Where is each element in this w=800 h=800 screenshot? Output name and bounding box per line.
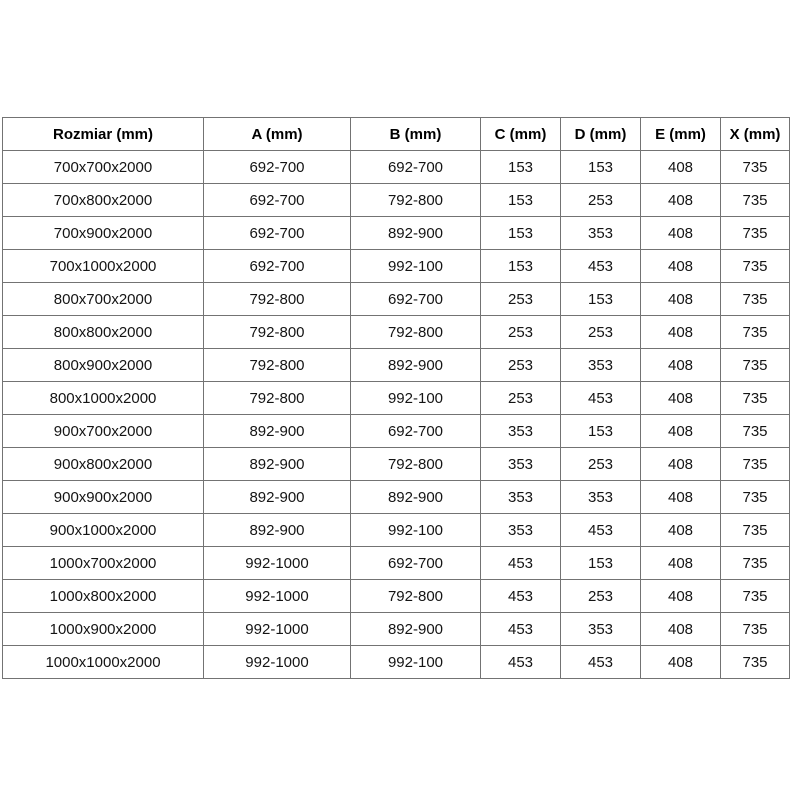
cell-x: 735 [721, 151, 790, 184]
cell-c: 253 [481, 316, 561, 349]
cell-e: 408 [641, 646, 721, 679]
cell-b: 792-800 [351, 184, 481, 217]
size-table [2, 117, 790, 679]
cell-rozmiar: 800x1000x2000 [3, 382, 204, 415]
cell-x: 735 [721, 283, 790, 316]
cell-rozmiar: 700x900x2000 [3, 217, 204, 250]
cell-a: 792-800 [204, 382, 351, 415]
cell-a: 992-1000 [204, 613, 351, 646]
cell-rozmiar: 900x800x2000 [3, 448, 204, 481]
cell-b: 792-800 [351, 316, 481, 349]
table-row [3, 415, 790, 448]
cell-d: 353 [561, 349, 641, 382]
cell-e: 408 [641, 217, 721, 250]
cell-x: 735 [721, 646, 790, 679]
cell-c: 153 [481, 250, 561, 283]
table-row [3, 646, 790, 679]
table-row [3, 481, 790, 514]
cell-e: 408 [641, 415, 721, 448]
cell-rozmiar: 700x700x2000 [3, 151, 204, 184]
table-row [3, 613, 790, 646]
cell-a: 792-800 [204, 316, 351, 349]
cell-c: 453 [481, 613, 561, 646]
cell-a: 692-700 [204, 217, 351, 250]
cell-x: 735 [721, 382, 790, 415]
cell-e: 408 [641, 580, 721, 613]
cell-x: 735 [721, 415, 790, 448]
cell-e: 408 [641, 283, 721, 316]
cell-c: 353 [481, 481, 561, 514]
cell-a: 992-1000 [204, 547, 351, 580]
header-cell-a: A (mm) [204, 118, 351, 151]
cell-b: 692-700 [351, 547, 481, 580]
cell-c: 153 [481, 151, 561, 184]
cell-b: 692-700 [351, 283, 481, 316]
table-row [3, 514, 790, 547]
cell-e: 408 [641, 448, 721, 481]
cell-rozmiar: 1000x1000x2000 [3, 646, 204, 679]
cell-e: 408 [641, 613, 721, 646]
cell-c: 153 [481, 217, 561, 250]
cell-d: 453 [561, 646, 641, 679]
cell-rozmiar: 700x800x2000 [3, 184, 204, 217]
table-row [3, 547, 790, 580]
cell-e: 408 [641, 250, 721, 283]
cell-a: 992-1000 [204, 646, 351, 679]
cell-c: 253 [481, 382, 561, 415]
cell-rozmiar: 900x900x2000 [3, 481, 204, 514]
cell-e: 408 [641, 151, 721, 184]
cell-b: 992-100 [351, 514, 481, 547]
cell-c: 353 [481, 415, 561, 448]
cell-d: 453 [561, 250, 641, 283]
cell-c: 453 [481, 646, 561, 679]
cell-x: 735 [721, 250, 790, 283]
cell-b: 892-900 [351, 349, 481, 382]
cell-rozmiar: 1000x900x2000 [3, 613, 204, 646]
cell-c: 453 [481, 580, 561, 613]
size-table-container [2, 117, 790, 679]
cell-e: 408 [641, 481, 721, 514]
cell-a: 692-700 [204, 151, 351, 184]
cell-d: 253 [561, 316, 641, 349]
table-row [3, 580, 790, 613]
cell-rozmiar: 800x700x2000 [3, 283, 204, 316]
header-cell-b: B (mm) [351, 118, 481, 151]
cell-d: 153 [561, 151, 641, 184]
cell-a: 892-900 [204, 415, 351, 448]
table-row [3, 349, 790, 382]
cell-x: 735 [721, 547, 790, 580]
cell-b: 892-900 [351, 217, 481, 250]
cell-e: 408 [641, 316, 721, 349]
cell-x: 735 [721, 580, 790, 613]
cell-x: 735 [721, 481, 790, 514]
cell-b: 792-800 [351, 580, 481, 613]
cell-a: 892-900 [204, 448, 351, 481]
cell-d: 153 [561, 283, 641, 316]
table-row [3, 250, 790, 283]
cell-b: 892-900 [351, 613, 481, 646]
cell-rozmiar: 800x900x2000 [3, 349, 204, 382]
cell-c: 353 [481, 448, 561, 481]
cell-x: 735 [721, 613, 790, 646]
cell-a: 992-1000 [204, 580, 351, 613]
cell-b: 792-800 [351, 448, 481, 481]
cell-d: 253 [561, 580, 641, 613]
cell-d: 353 [561, 217, 641, 250]
cell-rozmiar: 1000x700x2000 [3, 547, 204, 580]
table-row [3, 382, 790, 415]
cell-d: 453 [561, 382, 641, 415]
cell-e: 408 [641, 514, 721, 547]
cell-d: 153 [561, 415, 641, 448]
header-cell-x: X (mm) [721, 118, 790, 151]
cell-c: 253 [481, 349, 561, 382]
table-row [3, 448, 790, 481]
table-row [3, 184, 790, 217]
cell-d: 353 [561, 613, 641, 646]
cell-c: 153 [481, 184, 561, 217]
cell-rozmiar: 800x800x2000 [3, 316, 204, 349]
cell-d: 153 [561, 547, 641, 580]
cell-d: 253 [561, 184, 641, 217]
table-row [3, 151, 790, 184]
cell-rozmiar: 900x700x2000 [3, 415, 204, 448]
cell-x: 735 [721, 217, 790, 250]
cell-b: 892-900 [351, 481, 481, 514]
table-row [3, 316, 790, 349]
cell-x: 735 [721, 184, 790, 217]
cell-a: 692-700 [204, 184, 351, 217]
cell-rozmiar: 1000x800x2000 [3, 580, 204, 613]
cell-b: 692-700 [351, 151, 481, 184]
cell-e: 408 [641, 349, 721, 382]
cell-rozmiar: 900x1000x2000 [3, 514, 204, 547]
header-row [3, 118, 790, 151]
cell-b: 992-100 [351, 250, 481, 283]
cell-b: 692-700 [351, 415, 481, 448]
size-table-body [3, 151, 790, 679]
table-row [3, 283, 790, 316]
cell-e: 408 [641, 184, 721, 217]
cell-x: 735 [721, 349, 790, 382]
table-row [3, 217, 790, 250]
cell-c: 453 [481, 547, 561, 580]
cell-a: 892-900 [204, 514, 351, 547]
cell-d: 353 [561, 481, 641, 514]
cell-b: 992-100 [351, 646, 481, 679]
header-cell-d: D (mm) [561, 118, 641, 151]
cell-e: 408 [641, 382, 721, 415]
cell-x: 735 [721, 316, 790, 349]
cell-d: 453 [561, 514, 641, 547]
cell-b: 992-100 [351, 382, 481, 415]
header-cell-c: C (mm) [481, 118, 561, 151]
cell-c: 353 [481, 514, 561, 547]
cell-e: 408 [641, 547, 721, 580]
cell-d: 253 [561, 448, 641, 481]
cell-a: 792-800 [204, 283, 351, 316]
cell-a: 692-700 [204, 250, 351, 283]
header-cell-rozmiar: Rozmiar (mm) [3, 118, 204, 151]
cell-c: 253 [481, 283, 561, 316]
cell-rozmiar: 700x1000x2000 [3, 250, 204, 283]
cell-x: 735 [721, 514, 790, 547]
header-cell-e: E (mm) [641, 118, 721, 151]
cell-a: 792-800 [204, 349, 351, 382]
cell-a: 892-900 [204, 481, 351, 514]
cell-x: 735 [721, 448, 790, 481]
